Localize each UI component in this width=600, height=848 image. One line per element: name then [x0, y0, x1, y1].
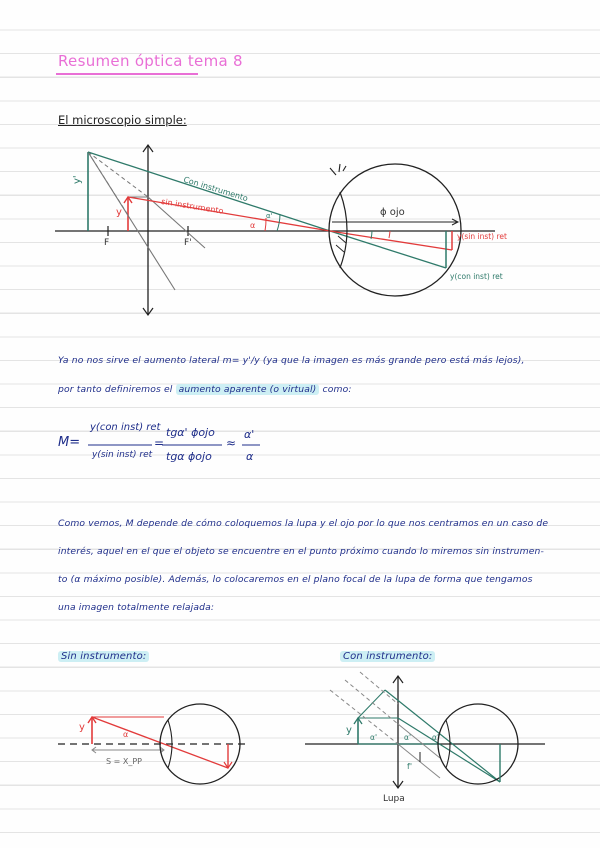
br-label-alpha-2: α' [404, 733, 412, 742]
formula-den-bottom: y(sin inst) ret [92, 450, 153, 460]
section-subtitle: El microscopio simple: [58, 113, 187, 127]
br-label-f-prime: f' [407, 762, 413, 771]
ray-virtual-2 [88, 152, 128, 215]
eye-hatch [338, 236, 346, 243]
label-F: F [104, 238, 110, 248]
page-title: Resumen óptica tema 8 [58, 52, 243, 70]
br-ray-gray-1 [398, 744, 440, 778]
label-phi-ojo: ϕ ojo [380, 207, 405, 218]
br-label-y: y [346, 725, 352, 736]
label-sin-instrumento: sin instrumento [160, 197, 225, 216]
ray-sin-retina [330, 231, 452, 250]
paragraph-2-line-4: una imagen totalmente relajada: [58, 602, 215, 613]
bl-label-alpha: α [123, 730, 129, 739]
eye-lid-2 [339, 164, 340, 172]
br-label-lupa: Lupa [383, 794, 405, 804]
paragraph-1-line-2 [58, 384, 352, 395]
paragraph-2-line-3: to (α máximo posible). Además, lo colocaremos en el plano focal de la lupa de forma que tengamos [58, 574, 533, 585]
formula-ratio-num: α' [244, 428, 255, 441]
bl-ray-retina [164, 744, 228, 768]
eye-circle [329, 164, 461, 296]
heading-con-instrumento: Con instrumento: [340, 651, 435, 662]
formula-ratio-den: α [246, 450, 254, 463]
br-ray-dashed-1 [330, 690, 398, 744]
label-alpha: α [250, 221, 256, 230]
formula-approx: ≈ [226, 436, 237, 450]
formula-eq: = [154, 436, 165, 450]
label-y-prime: y' [72, 175, 83, 184]
label-y-ret-sin: y(sin inst) ret [457, 232, 507, 241]
eye-crystalline [340, 192, 347, 268]
br-ray-dashed-2 [345, 680, 398, 724]
br-label-alpha-3: α' [432, 733, 440, 742]
eye-hatch [336, 245, 344, 252]
label-y: y [116, 207, 122, 218]
label-alpha-prime: α' [266, 212, 273, 220]
label-con-instrumento: Con instrumento [182, 175, 249, 204]
aumento-aparente-highlight: aumento aparente (o virtual) [176, 384, 320, 395]
br-label-alpha-1: α' [370, 733, 378, 742]
ray-sin-instrumento [128, 197, 330, 231]
eye-lid-1 [330, 168, 336, 175]
ray-con-retina [330, 231, 446, 268]
paragraph-2-line-2: interés, aquel en el que el objeto se encuentre en el punto próximo cuando lo miremos sin instrumen- [58, 546, 544, 557]
eye-lid-3 [343, 166, 346, 171]
formula-num-top: y(con inst) ret [90, 422, 161, 433]
bl-label-y: y [79, 722, 85, 733]
bl-label-s: S = X_PP [106, 757, 142, 766]
paragraph-1-text-b: como: [322, 384, 352, 395]
label-F-prime: F' [184, 238, 192, 248]
formula-tan-den: tgα ϕojo [166, 450, 212, 463]
eye-angle-arc-2 [389, 231, 390, 238]
paragraph-1-line-1: Ya no nos sirve el aumento lateral m= y'/y (ya que la imagen es más grande pero está más lejos), [58, 355, 525, 366]
paragraph-1-text-a: por tanto definiremos el [58, 384, 173, 395]
heading-sin-instrumento: Sin instrumento: [58, 651, 149, 662]
label-y-ret-con: y(con inst) ret [450, 272, 503, 281]
br-ray-dashed-3 [360, 672, 398, 704]
formula-M: M= [58, 435, 81, 450]
ray-virtual-1 [88, 152, 148, 197]
paragraph-2-line-1: Como vemos, M depende de cómo coloquemos la lupa y el ojo por lo que nos centramos en un caso de [58, 518, 549, 529]
formula-tan-num: tgα' ϕojo [166, 426, 215, 439]
